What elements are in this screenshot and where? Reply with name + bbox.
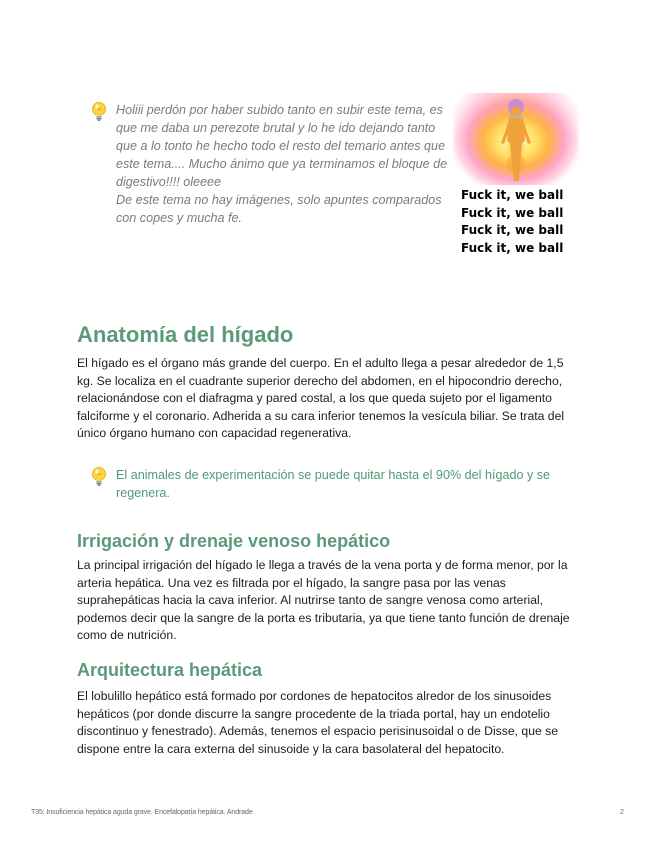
callout-regeneration-text bbox=[116, 466, 550, 502]
section-title-irrigacion: Irrigación y drenaje venoso hepático bbox=[77, 531, 391, 551]
text-line: Holiii perdón por haber subido tanto en subir este tema, es bbox=[116, 103, 443, 117]
text-line: con copes y mucha fe. bbox=[116, 211, 243, 225]
aura-figure-illustration bbox=[453, 93, 579, 185]
text-line: suprahepáticas hacia la cava inferior. Al nutrirse tanto de sangre venosa como arterial, bbox=[77, 593, 544, 607]
meme-line: Fuck it, we ball bbox=[461, 240, 564, 255]
text-line: que me daba un perezote brutal y lo he ido dejando tanto bbox=[116, 121, 436, 135]
text-line: podemos decir que la sangre de la porta es tributaria, ya que tiene tanto función de drenaje bbox=[77, 610, 570, 625]
callout-regeneration bbox=[88, 466, 558, 502]
meme-image bbox=[453, 93, 579, 255]
paragraph-arquitectura bbox=[77, 688, 577, 758]
text-line: De este tema no hay imágenes, solo apuntes comparados bbox=[116, 193, 442, 207]
text-line: kg. Se localiza en el cuadrante superior derecho del abdomen, en el hipocondrio derecho, bbox=[77, 373, 563, 388]
text-line: relacionándose con el diafragma y pared costal, a los que queda sujeto por el ligamento bbox=[77, 391, 552, 405]
text-line: este tema.... Mucho ánimo que ya terminamos el bloque de bbox=[116, 157, 448, 171]
meme-caption bbox=[461, 187, 579, 255]
section-title-arquitectura: Arquitectura hepática bbox=[77, 660, 263, 680]
text-line: que a lo tonto he hecho todo el resto del temario antes que bbox=[116, 139, 446, 153]
text-line: regenera. bbox=[116, 486, 170, 500]
lightbulb-icon bbox=[88, 100, 110, 122]
text-line: único órgano humano con capacidad regenerativa. bbox=[77, 426, 352, 440]
text-line: como de nutrición. bbox=[77, 628, 177, 642]
text-line: La principal irrigación del hígado le llega a través de la vena porta y de forma menor, por la bbox=[77, 558, 568, 572]
meme-line: Fuck it, we ball bbox=[461, 188, 564, 202]
footer-title: T35: Insuficiencia hepática aguda grave. Encefalopatía hepática. Andrade bbox=[31, 809, 253, 816]
text-line: falciforme y el coronario. Adherida a su cara inferior tenemos la vesícula biliar. Se trata del bbox=[77, 408, 565, 423]
meme-line: Fuck it, we ball bbox=[461, 223, 564, 237]
text-line: dispone entre la cara externa del sinusoide y la cara basolateral del hepatocito. bbox=[77, 741, 505, 756]
paragraph-anatomia bbox=[77, 355, 577, 443]
text-line: El lobulillo hepático está formado por cordones de hepatocitos alredor de los sinusoides bbox=[77, 689, 552, 703]
aura-figure-icon bbox=[453, 93, 579, 185]
section-title-anatomia: Anatomía del hígado bbox=[77, 322, 294, 347]
callout-intro bbox=[88, 101, 448, 227]
text-line: El hígado es el órgano más grande del cuerpo. En el adulto llega a pesar alrededor de 1,5 bbox=[77, 356, 564, 370]
callout-intro-text bbox=[116, 101, 447, 227]
page-number: 2 bbox=[620, 809, 624, 816]
meme-line: Fuck it, we ball bbox=[461, 205, 564, 220]
text-line: El animales de experimentación se puede quitar hasta el 90% del hígado y se bbox=[116, 468, 551, 482]
text-line: digestivo!!!! oleeee bbox=[116, 175, 222, 189]
text-line: hepáticos (por donde discurre la sangre procedente de la triada portal, hay un endotelio bbox=[77, 706, 550, 721]
paragraph-irrigacion bbox=[77, 557, 577, 645]
lightbulb-icon bbox=[88, 465, 110, 487]
text-line: discontinuo y fenestrado). Además, tenemos el espacio perisinusoidal o de Disse, que se bbox=[77, 724, 559, 738]
text-line: arteria hepática. Una vez es filtrada por el hígado, la sangre pasa por las venas bbox=[77, 575, 506, 590]
